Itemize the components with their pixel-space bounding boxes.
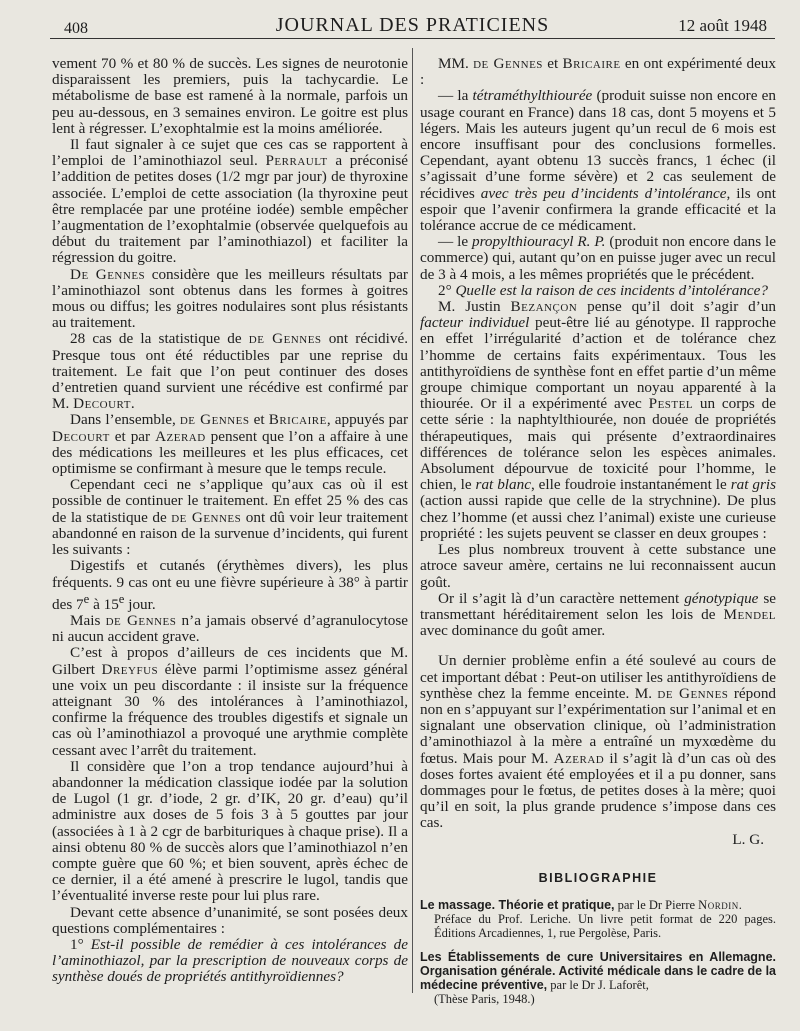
left-column	[52, 56, 408, 986]
right-paragraph: — la tétraméthylthiourée (produit suisse non encore en usage courant en France) dans 18 cas, dont 5 moyens et 5 légers. Mais les auteurs jugent qu’un recul de 6 mois est encore insuffisant pour des conclusions formelles. Cependant, ayant obtenu 13 succès francs, 1 échec (il s’agissait d’une forme sévère) et 2 cas seulement de récidives avec très peu d’incidents d’intolérance, ils ont espoir que l’avenir confirmera la grande efficacité et la tolérance accrue de ce médicament.	[420, 87, 776, 235]
right-column	[420, 56, 776, 1016]
left-paragraph: Devant cette absence d’unanimité, se sont posées deux questions complémentaires :	[52, 903, 408, 937]
left-paragraph: Cependant ceci ne s’applique qu’aux cas où il est possible de continuer le traitement. En effet 25 % des cas de la statistique de de Gennes ont dû voir leur traitement abandonné en raison de la survenue d’incidents, qui furent les suivants :	[52, 476, 408, 559]
left-paragraph: Il considère que l’on a trop tendance aujourd’hui à abandonner la médication classique iodée par la solution de Lugol (1 gr. d’iode, 2 gr. d’IK, 20 gr. d’eau) qu’il administre aux doses de 5 fois 3 à 5 gouttes par jour (associées à 1 à 2 cgr de barbituriques à chaque prise). Il a ainsi obtenu 80 % de succès alors que l’aminothiazol n’en compte guère que 60 %; et bien souvent, après échec de ce dernier, il a été amené à prescrire le lugol, tandis que l’éventualité inverse reste pour lui plus rare.	[52, 757, 408, 905]
column-divider	[412, 48, 413, 993]
bibliography-list	[420, 898, 776, 1006]
right-paragraph: Un dernier problème enfin a été soulevé au cours de cet important débat : Peut-on utiliser les antithyroïdiens de synthèse chez la femme enceinte. M. de Gennes répond non en s’appuyant sur l’expérimentation sur l’animal et en signalant une observation clinique, où l’administration d’aminothiazol à la mère a entraîné un myxœdème du fœtus. Mais pour M. Azerad il s’agit là d’un cas où des doses fortes avaient été employées et il a pu donner, sans dommages pour le fœtus, de petites doses à la mère; quoi qu’il en soit, la plus grande prudence s’impose dans ces cas.	[420, 652, 777, 832]
right-paragraph: Les plus nombreux trouvent à cette substance une atroce saveur amère, certains ne lui reconnaissent aucun goût.	[420, 541, 776, 591]
bibliography-title: BIBLIOGRAPHIE	[538, 870, 658, 885]
left-paragraph: 1° Est-il possible de remédier à ces intolérances de l’aminothiazol, par la prescription de nouveaux corps de synthèse doués de propriétés antithyroïdiennes?	[52, 936, 408, 986]
left-paragraph: Mais de Gennes n’a jamais observé d’agranulocytose ni aucun accident grave.	[52, 611, 409, 646]
bibliography-entry-details: Préface du Prof. Leriche. Un livre petit format de 220 pages. Éditions Arcadiennes, 1, rue Pergolèse, Paris.	[434, 911, 776, 940]
left-paragraph: 28 cas de la statistique de de Gennes ont récidivé. Presque tous ont été réductibles par une reprise du traitement. Le fait que l’on peut continuer des doses d’entretien quand survient une récédive est confirmé par M. Decourt.	[52, 330, 408, 413]
right-column-body	[420, 56, 776, 832]
left-paragraph: De Gennes considère que les meilleurs résultats par l’aminothiazol sont obtenus dans les formes à goitres mous ou diffus; les goitres nodulaires sont plus résistants au traitement.	[52, 265, 408, 332]
bibliography-entry	[420, 950, 776, 1006]
left-paragraph: C’est à propos d’ailleurs de ces incidents que M. Gilbert Dreyfus élève parmi l’optimisme assez général une voix un peu discordante : il insiste sur la fréquence atteignant 30 % des intolérances à l’aminothiazol, confirme la fréquence des troubles digestifs et signale un cas où l’aminothiazol a provoqué une arythmie complète cessant avec l’arrêt du traitement.	[52, 644, 408, 759]
right-paragraph: MM. de Gennes et Bricaire en ont expérimenté deux :	[420, 55, 776, 89]
page-header	[50, 10, 775, 39]
section-gap	[420, 639, 776, 653]
right-paragraph: 2° Quelle est la raison de ces incidents d’intolérance?	[438, 281, 769, 299]
bibliography-entry-author: par le Dr J. Laforêt,	[547, 977, 649, 992]
left-paragraph: Digestifs et cutanés (érythèmes divers), les plus fréquents. 9 cas ont eu une fièvre supérieure à 38° à partir des 7e à 15e jour.	[52, 557, 408, 613]
right-paragraph: M. Justin Bezançon pense qu’il doit s’agir d’un facteur individuel peut-être lié au génotype. Il rapproche en effet l’irrégularité d’action et de tolérance chez l’homme de certains faits expérimentaux. Tous les antithyroïdiens de synthèse font en effet partie d’un même groupe chimique comportant un noyau apparenté à la thiourée. Or il a expérimenté avec Pestel un corps de cette série : la naphtylthiourée, non douée de propriétés thérapeutiques, mais qui présente d’extraordinaires différences de tolérance selon les espèces animales. Absolument dépourvue de toxicité pour l’homme, le chien, le rat blanc, elle foudroie instantanément le rat gris (action aussi rapide que celle de la strychnine). De plus chez l’homme (et aussi chez l’animal) existe une curieuse propriété : les sujets peuvent se classer en deux groupes :	[420, 298, 777, 542]
issue-date: 12 août 1948	[678, 16, 767, 35]
bibliography-entry-details: (Thèse Paris, 1948.)	[434, 991, 535, 1006]
bibliography-entry	[420, 898, 776, 940]
author-signature: L. G.	[732, 830, 764, 848]
page-number: 408	[64, 20, 88, 37]
bibliography-entry-title: Les Établissements de cure Universitaires en Allemagne. Organisation générale. Activité médicale dans le cadre de la médecine préventive,	[420, 949, 776, 992]
right-paragraph: Or il s’agit là d’un caractère nettement génotypique se transmettant héréditairement selon les lois de Mendel avec dominance du goût amer.	[420, 589, 777, 640]
journal-title: JOURNAL DES PRATICIENS	[275, 14, 550, 36]
bibliography-entry-title: Le massage. Théorie et pratique,	[420, 897, 615, 912]
bibliography-entry-author: par le Dr Pierre Nordin.	[614, 897, 742, 912]
right-paragraph: — le propylthiouracyl R. P. (produit non encore dans le commerce) qui, autant qu’on en puisse juger avec un recul de 3 à 4 mois, a les mêmes propriétés que le précédent.	[420, 233, 776, 283]
left-paragraph: Il faut signaler à ce sujet que ces cas se rapportent à l’emploi de l’aminothiazol seul. Perrault a préconisé l’addition de petites doses (1/2 mgr par jour) de thyroxine associée. L’emploi de cette association (la thyroxine peut être remplacée par une protéine iodée) semble empêcher l’augmentation de l’exophtalmie (observée quelquefois au début du traitement par l’aminothiazol) et faciliter la régression du goitre.	[52, 136, 409, 267]
left-paragraph: vement 70 % et 80 % de succès. Les signes de neurotonie disparaissent les premiers, puis la tachycardie. Le métabolisme de base est ramené à la normale, parfois un peu au-dessous, en 3 semaines environ. Le goitre est plus lent à régresser. L’exophtalmie est la moins améliorée.	[52, 55, 408, 137]
left-paragraph: Dans l’ensemble, de Gennes et Bricaire, appuyés par Decourt et par Azerad pensent que l’on a affaire à une des médications les meilleures et les plus efficaces, cet optimisme se confirmant à mesure que le temps recule.	[52, 411, 409, 478]
